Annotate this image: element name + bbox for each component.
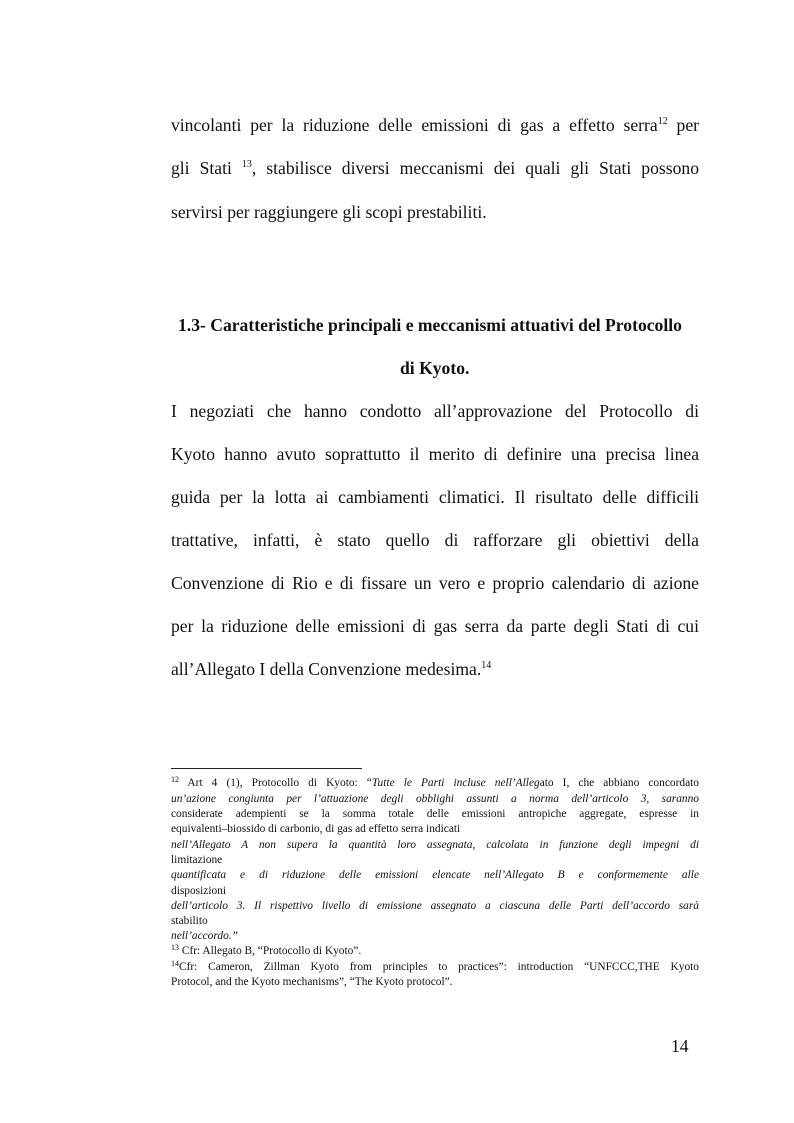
- footnote-12-line-7: quantificata e di riduzione delle emissioni elencate nell’Allegato B e conformemente alle: [171, 869, 699, 881]
- footnote-12-line-1: [171, 776, 699, 791]
- footnote-14-line-1: [171, 960, 699, 975]
- footnote-12-line-5: nell’Allegato A non supera la quantità loro assegnata, calcolata in funzione degli impegni di: [171, 839, 699, 851]
- body-line: Convenzione di Rio e di fissare un vero e proprio calendario di azione: [171, 573, 699, 593]
- footnote-separator: [171, 768, 362, 769]
- footnote-12-line-11: nell’accordo.”: [171, 930, 238, 942]
- footnote-13: [171, 944, 699, 959]
- footnote-ref-12[interactable]: 12: [657, 116, 668, 127]
- section-heading-line-1: 1.3- Caratteristiche principali e meccanismi attuativi del Protocollo: [178, 315, 682, 335]
- body-line-3: servirsi per raggiungere gli scopi prestabiliti.: [171, 202, 487, 222]
- footnote-12-line-6: limitazione: [171, 854, 223, 866]
- body-text: per: [667, 115, 699, 135]
- footnote-quote: Tutte le Parti incluse nell’Alleg: [371, 777, 540, 789]
- footnote-text: Cfr: Cameron, Zillman Kyoto from principles to practices”: introduction “UNFCCC,THE Kyoto: [179, 961, 699, 973]
- footnote-number: 12: [171, 775, 179, 784]
- body-text: , stabilisce diversi meccanismi dei quali gli Stati possono: [251, 158, 699, 178]
- footnote-text: Cfr: Allegato B, “Protocollo di Kyoto”.: [179, 945, 362, 957]
- footnote-12-line-9: dell’articolo 3. Il rispettivo livello di emissione assegnato a ciascuna delle Parti dell’accordo sarà: [171, 900, 699, 912]
- page-number: 14: [671, 1036, 689, 1056]
- body-text: all’Allegato I della Convenzione medesima.: [171, 659, 482, 679]
- body-text: gli Stati: [171, 158, 242, 178]
- footnote-14-line-2: Protocol, and the Kyoto mechanisms”, “The Kyoto protocol”.: [171, 976, 453, 988]
- footnote-12-line-3: considerate adempienti se la somma totale delle emissioni antropiche aggregate, espresse in: [171, 808, 699, 820]
- body-line-1: [171, 114, 699, 136]
- body-line: Kyoto hanno avuto soprattutto il merito di definire una precisa linea: [171, 444, 699, 464]
- body-text: vincolanti per la riduzione delle emissioni di gas a effetto serra: [171, 115, 658, 135]
- body-line: trattative, infatti, è stato quello di rafforzare gli obiettivi della: [171, 530, 699, 550]
- footnote-text: ato I, che abbiano concordato: [539, 777, 699, 789]
- section-heading-line-2: di Kyoto.: [400, 358, 470, 378]
- footnote-text: Art 4 (1), Protocollo di Kyoto: “: [179, 777, 372, 789]
- footnote-12-line-4: equivalenti–biossido di carbonio, di gas ad effetto serra indicati: [171, 823, 461, 835]
- body-line: I negoziati che hanno condotto all’approvazione del Protocollo di: [171, 401, 699, 421]
- footnote-ref-13[interactable]: 13: [241, 159, 252, 170]
- footnote-number: 14: [171, 959, 179, 968]
- body-line: per la riduzione delle emissioni di gas serra da parte degli Stati di cui: [171, 616, 699, 636]
- body-line-last: [171, 658, 699, 680]
- footnote-ref-14[interactable]: 14: [481, 660, 492, 671]
- footnote-12-line-10: stabilito: [171, 915, 208, 927]
- footnote-number: 13: [171, 943, 179, 952]
- body-line: guida per la lotta ai cambiamenti climatici. Il risultato delle difficili: [171, 487, 699, 507]
- footnote-12-line-8: disposizioni: [171, 885, 227, 897]
- footnote-12-line-2: un’azione congiunta per l’attuazione degli obblighi assunti a norma dell’articolo 3, saranno: [171, 793, 699, 805]
- body-line-2: [171, 157, 699, 179]
